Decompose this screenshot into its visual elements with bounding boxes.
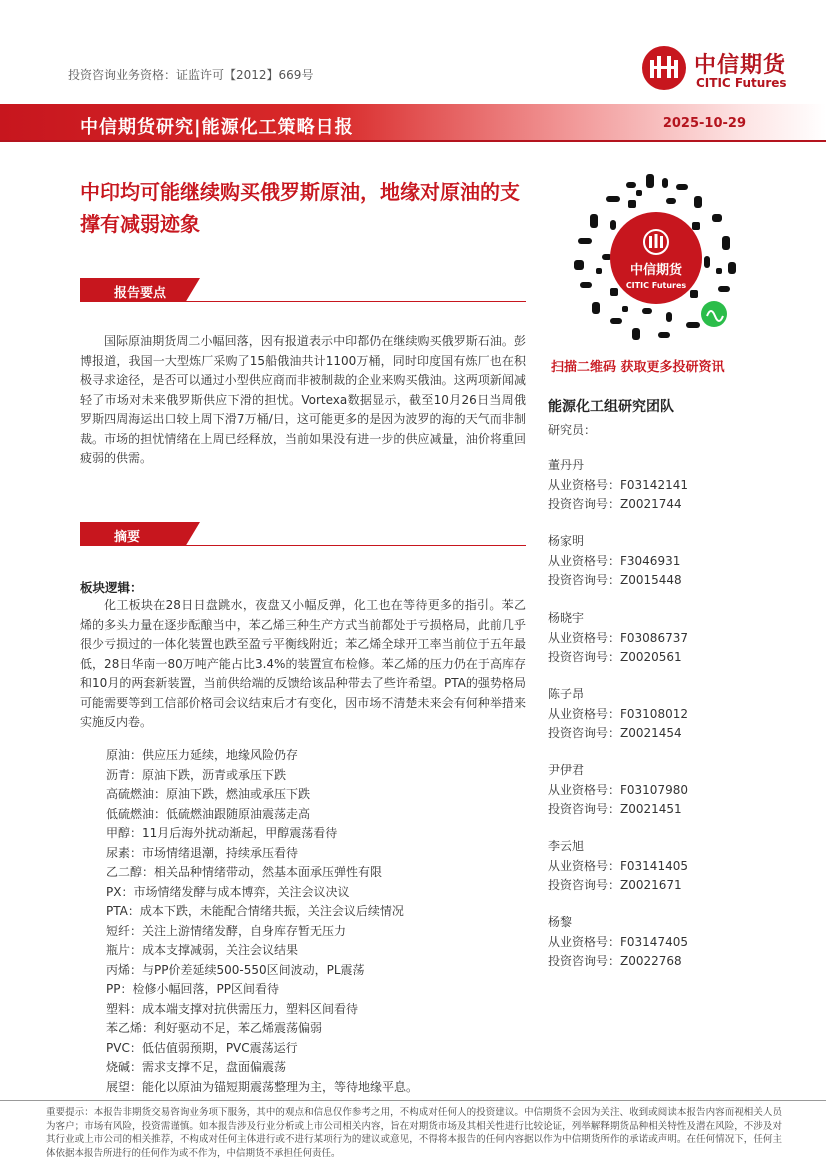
list-item: 短纤：关注上游情绪发酵，自身库存暂无压力 <box>106 923 347 938</box>
section-rule <box>80 301 526 302</box>
report-points-text: 国际原油期货周二小幅回落，因有报道表示中印都仍在继续购买俄罗斯石油。彭博报道，我国一大型炼厂采购了15船俄油共计1100万桶，同时印度国有炼厂也在积极寻求途径，是否可以通过小型供应商而非被制裁的企业来购买俄油。这两项新闻减轻了市场对未来俄罗斯供应下滑的担忧。Vortexa数据显示，截至10月26日当周俄罗斯四周海运出口较上周下滑7万桶/日，这可能更多的是因为波罗的海的天气而非制裁。市场的担忧情绪在上周已经释放，当前如果没有进一步的供应减量，油价将重回疲弱的供需。 <box>80 334 526 465</box>
analyst-advisor-no: 投资咨询号：Z0021671 <box>548 878 682 892</box>
commodity-outlook-list <box>106 746 526 1097</box>
analyst-qualification: 从业资格号：F03108012 <box>548 706 688 721</box>
analyst-entry <box>548 532 788 591</box>
logo-name-en: CITIC Futures <box>696 76 787 90</box>
disclaimer-text: 重要提示：本报告非期货交易咨询业务项下服务，其中的观点和信息仅作参考之用，不构成对任何人的投资建议。中信期货不会因为关注、收到或阅读本报告内容而视相关人员为客户；市场有风险，投资需谨慎。如本报告涉及行业分析或上市公司相关内容，旨在对期货市场及其相关性进行比较论证，列举解释期货品种相关特性及潜在风险，不涉及对其行业或上市公司的相关推荐，不构成对任何主体进行或不进行某项行为的建议或意见，不得将本报告的任何内容据以作为中信期货所作的承诺或声明。在任何情况下，任何主体依据本报告所进行的任何作为或不作为，中信期货不承担任何责任。 <box>46 1107 782 1159</box>
license-text: 投资咨询业务资格：证监许可【2012】669号 <box>68 68 314 82</box>
report-date: 2025-10-29 <box>662 116 746 131</box>
analyst-entry <box>548 913 788 972</box>
list-item: 丙烯：与PP价差延续500-550区间波动，PL震荡 <box>106 962 365 977</box>
summary-text: 化工板块在28日日盘跳水，夜盘又小幅反弹，化工也在等待更多的指引。苯乙烯的多头力量在逐步酝酿当中，苯乙烯三种生产方式当前都处于亏损格局，此前几乎很少亏损过的一体化装置也跌至盈亏平衡线附近；苯乙烯全球开工率当前位于五年最低，28日华南一80万吨产能占比3.4%的装置宣布检修。苯乙烯的压力仍在于高库存和10月的两套新装置，当前供给端的反馈给该品种带去了些许希望。PTA的强势格局可能需要等到工信部价格司会议结束后才有变化，因市场不清楚未来会有何种举措来实施反内卷。 <box>80 598 526 729</box>
analyst-advisor-no: 投资咨询号：Z0021454 <box>548 726 682 740</box>
qr-center-badge <box>610 212 702 304</box>
analyst-advisor-no: 投资咨询号：Z0021451 <box>548 802 682 816</box>
analyst-advisor-no: 投资咨询号：Z0021744 <box>548 497 682 511</box>
section-tag-label: 摘要 <box>114 530 141 545</box>
analyst-qualification: 从业资格号：F03147405 <box>548 934 688 949</box>
analyst-entry <box>548 837 788 896</box>
banner-title: 中信期货研究|能源化工策略日报 <box>80 117 354 138</box>
section-tag-label: 报告要点 <box>114 286 167 301</box>
section-rule <box>80 545 526 546</box>
list-item: 低硫燃油：低硫燃油跟随原油震荡走高 <box>106 806 311 821</box>
analyst-advisor-no: 投资咨询号：Z0020561 <box>548 650 682 664</box>
analyst-qualification: 从业资格号：F03142141 <box>548 477 688 492</box>
logo-name-cn: 中信期货 <box>694 53 787 78</box>
list-item: 沥青：原油下跌，沥青或承压下跌 <box>106 767 287 782</box>
list-item: PP：检修小幅回落，PP区间看待 <box>106 982 279 996</box>
qr-inner-name-en: CITIC Futures <box>625 281 687 290</box>
mini-program-qr-code[interactable] <box>566 168 746 348</box>
analyst-advisor-no: 投资咨询号：Z0015448 <box>548 573 682 587</box>
footer-rule <box>0 1100 826 1101</box>
banner-underline <box>0 140 826 142</box>
team-title: 能源化工组研究团队 <box>548 399 674 415</box>
list-item: 烧碱：需求支撑不足，盘面偏震荡 <box>106 1060 287 1074</box>
analyst-entry <box>548 685 788 744</box>
list-item: PVC：低估值弱预期，PVC震荡运行 <box>106 1040 298 1055</box>
list-item: PTA：成本下跌，未能配合情绪共振，关注会议后续情况 <box>106 904 404 918</box>
analyst-qualification: 从业资格号：F03086737 <box>548 630 688 645</box>
list-item: 甲醇：11月后海外扰动渐起，甲醇震荡看待 <box>106 826 338 840</box>
list-item: 展望：能化以原油为锚短期震荡整理为主，等待地缘平息。 <box>106 1079 419 1094</box>
analyst-name: 陈子昂 <box>548 687 585 701</box>
qr-inner-name-cn: 中信期货 <box>629 263 683 278</box>
report-banner <box>0 104 826 142</box>
report-headline: 中印均可能继续购买俄罗斯原油，地缘对原油的支撑有减弱迹象 <box>80 180 520 236</box>
section-tag-summary <box>80 522 200 546</box>
analyst-name: 杨家明 <box>548 534 585 548</box>
researcher-label: 研究员： <box>548 423 597 437</box>
list-item: 尿素：市场情绪退潮，持续承压看待 <box>106 845 299 860</box>
section-tag-report-points <box>80 278 200 302</box>
analyst-qualification: 从业资格号：F3046931 <box>548 553 681 568</box>
list-item: PX：市场情绪发酵与成本博弈，关注会议决议 <box>106 884 350 899</box>
analyst-name: 李云旭 <box>548 839 585 853</box>
citic-futures-logo <box>640 44 810 96</box>
analyst-entry <box>548 761 788 820</box>
analyst-entry <box>548 609 788 668</box>
analyst-entry <box>548 456 788 515</box>
list-item: 苯乙烯：利好驱动不足，苯乙烯震荡偏弱 <box>106 1021 323 1035</box>
citic-logo-icon <box>640 44 688 92</box>
list-item: 塑料：成本端支撑对抗供需压力，塑料区间看待 <box>106 1001 359 1016</box>
list-item: 乙二醇：相关品种情绪带动，然基本面承压弹性有限 <box>106 865 383 879</box>
analyst-name: 杨黎 <box>548 915 573 929</box>
list-item: 高硫燃油：原油下跌，燃油或承压下跌 <box>106 787 311 801</box>
block-logic-heading: 板块逻辑： <box>80 580 143 595</box>
analyst-name: 尹伊君 <box>548 763 585 777</box>
analyst-advisor-no: 投资咨询号：Z0022768 <box>548 954 682 968</box>
list-item: 原油：供应压力延续，地缘风险仍存 <box>106 748 299 762</box>
list-item: 瓶片：成本支撑减弱，关注会议结果 <box>106 943 299 957</box>
qr-caption: 扫描二维码 获取更多投研资讯 <box>551 360 725 375</box>
analyst-qualification: 从业资格号：F03141405 <box>548 858 688 873</box>
analyst-name: 杨晓宇 <box>548 611 585 625</box>
analyst-name: 董丹丹 <box>548 458 585 472</box>
analyst-qualification: 从业资格号：F03107980 <box>548 782 688 797</box>
